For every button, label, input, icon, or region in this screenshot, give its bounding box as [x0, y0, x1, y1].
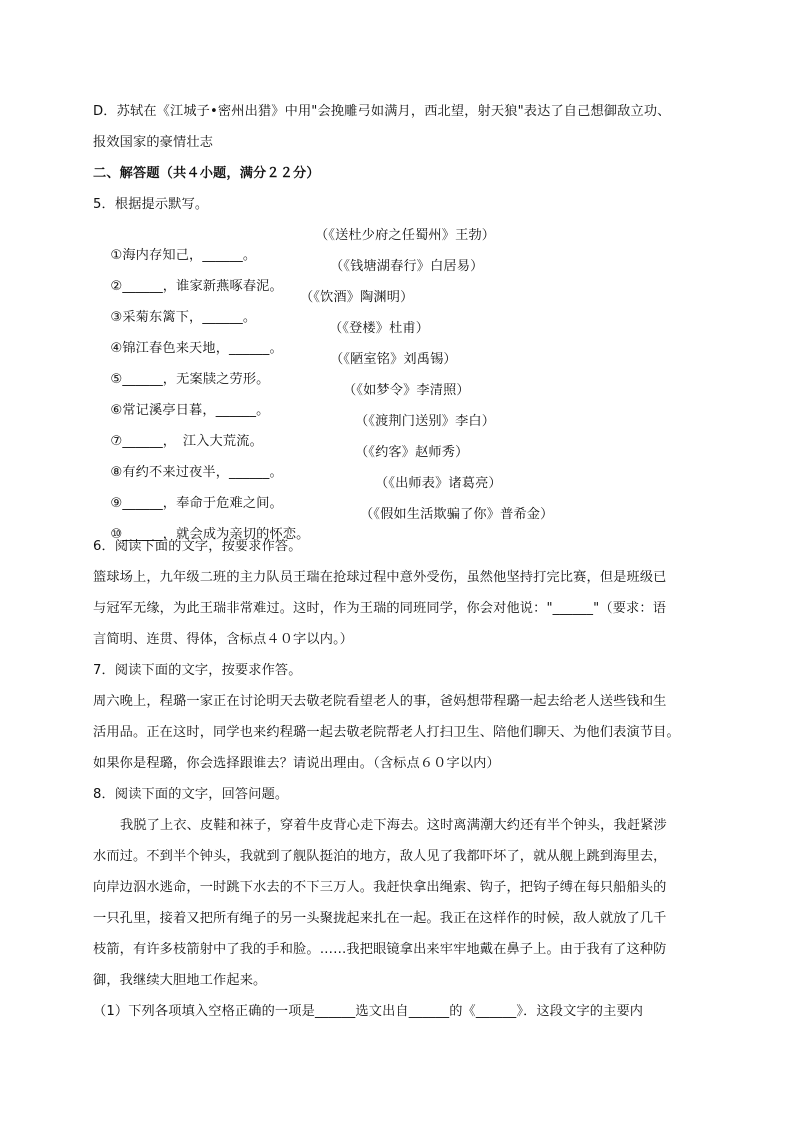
q7-line-3: 如果你是程璐，你会选择跟谁去？请说出理由。（含标点６０字以内） [93, 756, 500, 771]
q5-item-source: （《如梦令》李清照） [343, 383, 470, 398]
q5-item-source: （《送杜少府之任蜀州》王勃） [315, 228, 496, 243]
q8-passage-line-6: 御，我继续大胆地工作起来。 [93, 973, 267, 988]
q5-item-text: ④锦江春色来天地，______。 [110, 341, 283, 356]
q5-item-text: ⑨______，奉命于危难之间。 [110, 496, 283, 511]
q8-subquestion-1: （1）下列各项填入空格正确的一项是______选文出自______的《______》．这段文字的主要内 [93, 1004, 644, 1019]
q5-item-text: ⑩______，就会成为亲切的怀恋。 [110, 527, 310, 542]
q8-passage-line-5: 枝箭，有许多枝箭射中了我的手和脸。……我把眼镜拿出来牢牢地戴在鼻子上。由于我有了这种防 [93, 942, 667, 957]
q5-item-source: （《饮酒》陶渊明） [300, 290, 414, 305]
q5-item-source: （《钱塘湖春行》白居易） [330, 259, 484, 274]
q5-item-text: ⑥常记溪亭日暮，______。 [110, 403, 270, 418]
question-5-title: 5．根据提示默写。 [93, 197, 209, 212]
section-heading: 二、解答题（共４小题，满分２２分） [93, 166, 320, 181]
q5-item-text: ②______，谁家新燕啄春泥。 [110, 279, 283, 294]
q8-passage-line-2: 水而过。不到半个钟头，我就到了舰队挺泊的地方，敌人见了我都吓坏了，就从舰上跳到海里去， [93, 849, 667, 864]
q5-item-text: ③采菊东篱下，______。 [110, 310, 257, 325]
question-6-title: 6．阅读下面的文字，按要求作答。 [93, 539, 302, 554]
q5-item-text: ⑤______，无案牍之劳形。 [110, 372, 270, 387]
option-d-line-1: D．苏轼在《江城子•密州出猎》中用"会挽雕弓如满月，西北望，射天狼"表达了自己想御敌立功、 [93, 104, 671, 119]
q6-line-2: 与冠军无缘，为此王瑞非常难过。这时，作为王瑞的同班同学，你会对他说："______"（要求：语 [93, 601, 667, 616]
q7-line-1: 周六晚上，程璐一家正在讨论明天去敬老院看望老人的事，爸妈想带程璐一起去给老人送些钱和生 [93, 694, 667, 709]
q5-item-source: （《陋室铭》刘禹锡） [330, 352, 457, 367]
q5-item-source: （《约客》赵师秀） [355, 445, 469, 460]
q5-item-text: ①海内存知己，______。 [110, 248, 257, 263]
q5-item-source: （《渡荆门送别》李白） [355, 414, 496, 429]
q8-passage-line-4: 一只孔里，接着又把所有绳子的另一头聚拢起来扎在一起。我正在这样作的时候，敌人就放了几千 [93, 911, 667, 926]
question-7-title: 7．阅读下面的文字，按要求作答。 [93, 663, 302, 678]
q7-line-2: 活用品。正在这时，同学也来约程璐一起去敬老院帮老人打扫卫生、陪他们聊天、为他们表演节目。 [93, 725, 680, 740]
q5-item-source: （《假如生活欺骗了你》普希金） [360, 507, 554, 522]
q6-line-3: 言简明、连贯、得体，含标点４０字以内。） [93, 632, 354, 647]
question-8-title: 8．阅读下面的文字，回答问题。 [93, 787, 289, 802]
q5-item-text: ⑧有约不来过夜半，______。 [110, 465, 283, 480]
q8-passage-line-3: 向岸边泅水逃命，一时跳下水去的不下三万人。我赶快拿出绳索、钩子，把钩子缚在每只船船头的 [93, 880, 667, 895]
q8-passage-line-1: 我脱了上衣、皮鞋和袜子，穿着牛皮背心走下海去。这时离满潮大约还有半个钟头，我赶紧涉 [120, 818, 667, 833]
option-d-line-2: 报效国家的豪情壮志 [93, 135, 214, 150]
q6-line-1: 篮球场上，九年级二班的主力队员王瑞在抢球过程中意外受伤，虽然他坚持打完比赛，但是班级已 [93, 570, 667, 585]
q5-item-source: （《出师表》诸葛亮） [375, 476, 502, 491]
q5-item-source: （《登楼》杜甫） [329, 321, 430, 336]
q5-item-text: ⑦______， 江入大荒流。 [110, 434, 263, 449]
